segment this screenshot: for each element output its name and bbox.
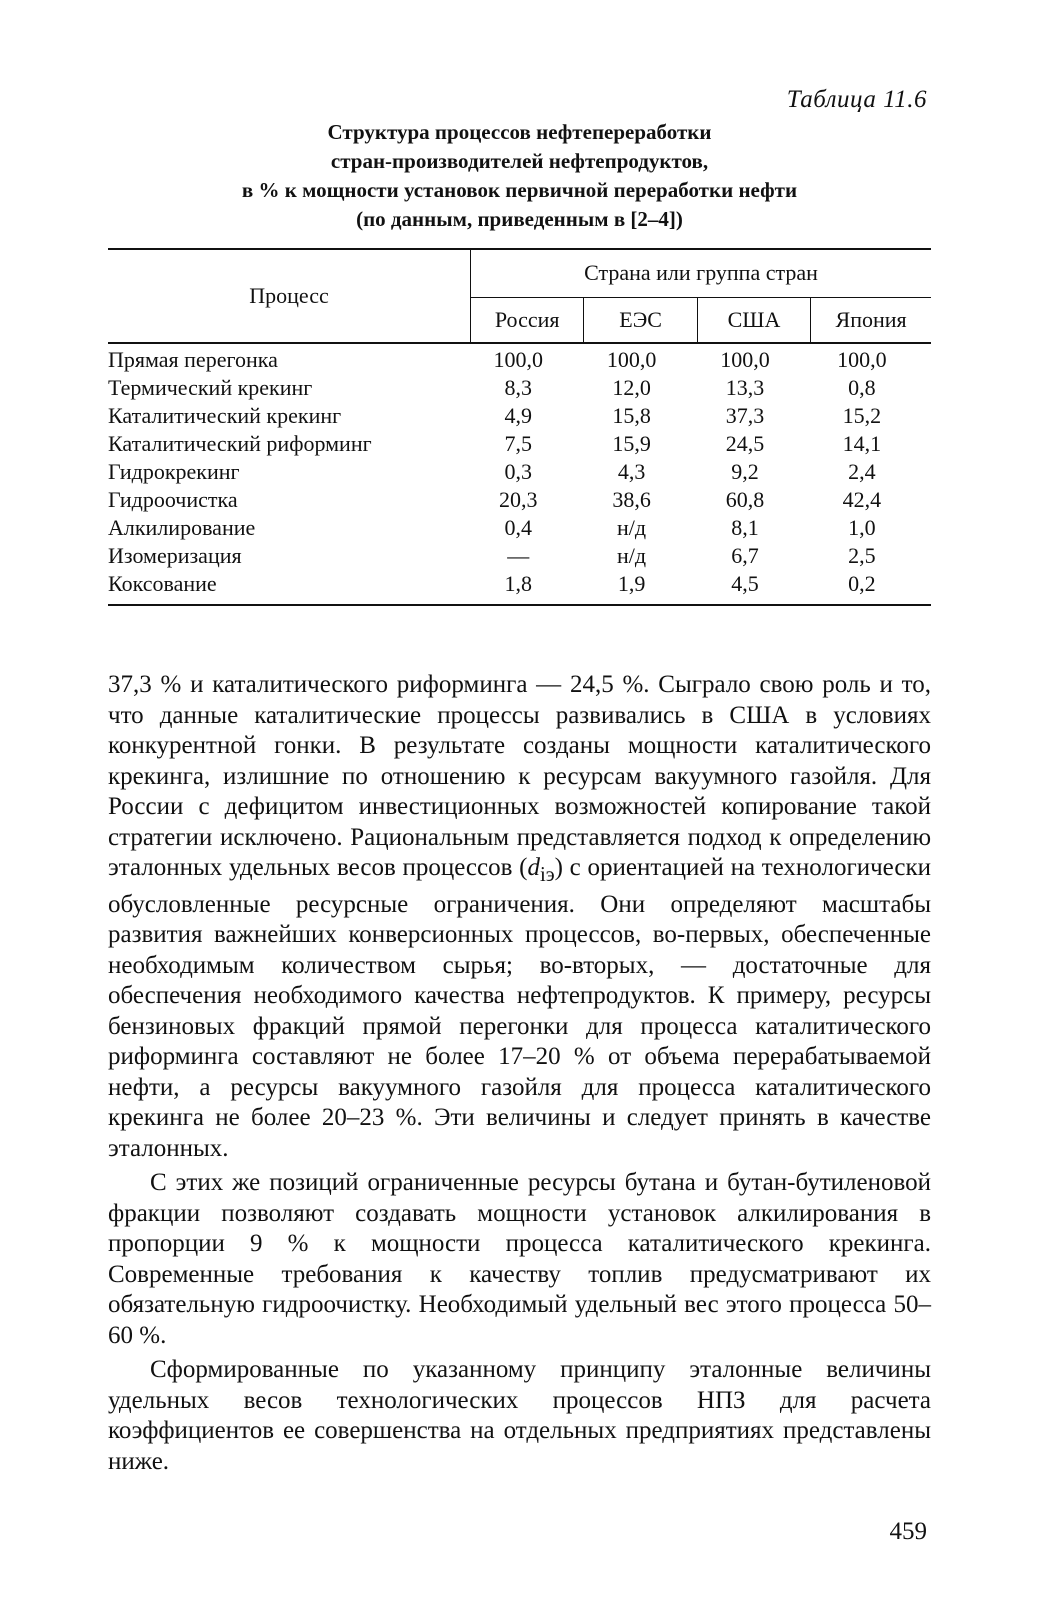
body-text (108, 670, 931, 1477)
table-row (108, 514, 931, 542)
process-name-cell: Гидрокрекинг (108, 459, 240, 484)
value-cell: 100,0 (606, 347, 657, 372)
value-cell: 7,5 (504, 431, 532, 456)
value-cell: 60,8 (725, 487, 765, 512)
value-cell: 100,0 (720, 347, 770, 372)
title-line: (по данным, приведенным в [2–4]) (356, 207, 683, 231)
value-cell: 0,3 (504, 459, 532, 484)
value-cell: н/д (617, 515, 647, 540)
value-cell: 2,5 (848, 543, 876, 568)
table-row (108, 458, 931, 486)
paragraph (108, 670, 931, 1164)
process-name-cell: Термический крекинг (108, 375, 313, 400)
value-cell: 42,4 (842, 487, 882, 512)
table-title (108, 118, 931, 234)
process-name-cell: Изомеризация (108, 543, 242, 568)
value-cell: 0,4 (504, 515, 532, 540)
value-cell: 100,0 (837, 347, 887, 372)
table-label: Таблица 11.6 (786, 86, 927, 113)
value-cell: 4,5 (697, 570, 810, 605)
process-name-cell: Коксование (108, 570, 471, 605)
value-cell: 2,4 (848, 459, 876, 484)
process-name-cell: Каталитический крекинг (108, 403, 342, 428)
column-header-usa: США (697, 297, 810, 343)
process-name-cell: Гидроочистка (108, 487, 238, 512)
paragraph: С этих же позиций ограниченные ресурсы бутана и бутан-бутиленовой фракции позволяют создавать мощности установок алкилирования в пропорции 9 % к мощности процесса каталитического крекинга. Современные требования к качеству топлив предусматривают их обязательную гидроочистку. Необходимый удельный вес этого процесса 50–60 %. (108, 1169, 931, 1349)
value-cell: 14,1 (842, 431, 882, 456)
value-cell: 0,2 (811, 570, 931, 605)
table-row (108, 343, 931, 374)
value-cell: 8,3 (504, 375, 532, 400)
value-cell: 12,0 (612, 375, 651, 400)
table-row (108, 430, 931, 458)
value-cell: 37,3 (725, 403, 765, 428)
value-cell: 100,0 (493, 347, 543, 372)
column-header-russia: Россия (471, 297, 584, 343)
table-row (108, 570, 931, 605)
process-structure-table (108, 248, 931, 606)
paragraph: Сформированные по указанному принципу эталонные величины удельных весов технологических процессов НПЗ для расчета коэффициентов ее совершенства на отдельных предприятиях представлены ниже. (108, 1356, 931, 1475)
title-line: Структура процессов нефтепереработки (327, 120, 712, 144)
process-name-cell: Прямая перегонка (108, 347, 278, 372)
paragraph-text: ) с ориентацией на технологически обусловленные ресурсные ограничения. Они определяют масштабы развития важнейших конверсионных процессов, во-первых, обеспеченные необходимым количеством сырья; во-вторых, — достаточные для обеспечения необходимого качества нефтепродуктов. К примеру, ресурсы бензиновых фракций прямой перегонки для процесса каталитического риформинга составляют не более 17–20 % от объема перерабатываемой нефти, а ресурсы вакуумного газойля для процесса каталитического крекинга не более 20–23 %. Эти величины и следует принять в качестве эталонных. (108, 854, 931, 1162)
value-cell: 4,3 (617, 459, 646, 484)
table-row (108, 486, 931, 514)
process-name-cell: Каталитический риформинг (108, 431, 372, 456)
symbol-subscript: iэ (539, 862, 555, 886)
process-name-cell: Алкилирование (108, 515, 256, 540)
column-header-ees: ЕЭС (584, 297, 697, 343)
table-row (108, 374, 931, 402)
title-line: в % к мощности установок первичной переработки нефти (241, 178, 798, 202)
value-cell: 24,5 (725, 431, 765, 456)
symbol-d: d (527, 854, 540, 881)
column-header-japan: Япония (811, 297, 931, 343)
title-line: стран-производителей нефтепродуктов, (330, 149, 709, 173)
value-cell: 15,9 (612, 431, 651, 456)
table-row (108, 542, 931, 570)
value-cell: 6,7 (731, 543, 759, 568)
value-cell: 13,3 (725, 375, 765, 400)
value-cell: 15,2 (842, 403, 882, 428)
value-cell: 8,1 (731, 515, 759, 540)
table-body (108, 343, 931, 605)
value-cell: 1,9 (584, 570, 697, 605)
value-cell: 20,3 (498, 487, 538, 512)
country-group-header: Страна или группа стран (471, 249, 932, 297)
page-number: 459 (889, 1518, 927, 1545)
value-cell: н/д (617, 543, 647, 568)
value-cell: 1,8 (471, 570, 584, 605)
table-row (108, 402, 931, 430)
value-cell: 4,9 (504, 403, 532, 428)
value-cell: 9,2 (731, 459, 759, 484)
value-cell: 15,8 (612, 403, 651, 428)
paragraph-text: 37,3 % и каталитического риформинга — 24,5 %. Сыграло свою роль и то, что данные каталитические процессы развивались в США в условиях конкурентной гонки. В результате созданы мощности каталитического крекинга, излишние по отношению к ресурсам вакуумного газойля. Для России с дефицитом инвестиционных возможностей копирование такой стратегии исключено. Рациональным представляется подход к определению эталонных удельных весов процессов ( (108, 671, 931, 881)
value-cell: 1,0 (848, 515, 876, 540)
value-cell: — (507, 543, 530, 568)
value-cell: 0,8 (848, 375, 876, 400)
value-cell: 38,6 (612, 487, 651, 512)
process-column-header: Процесс (108, 249, 471, 343)
